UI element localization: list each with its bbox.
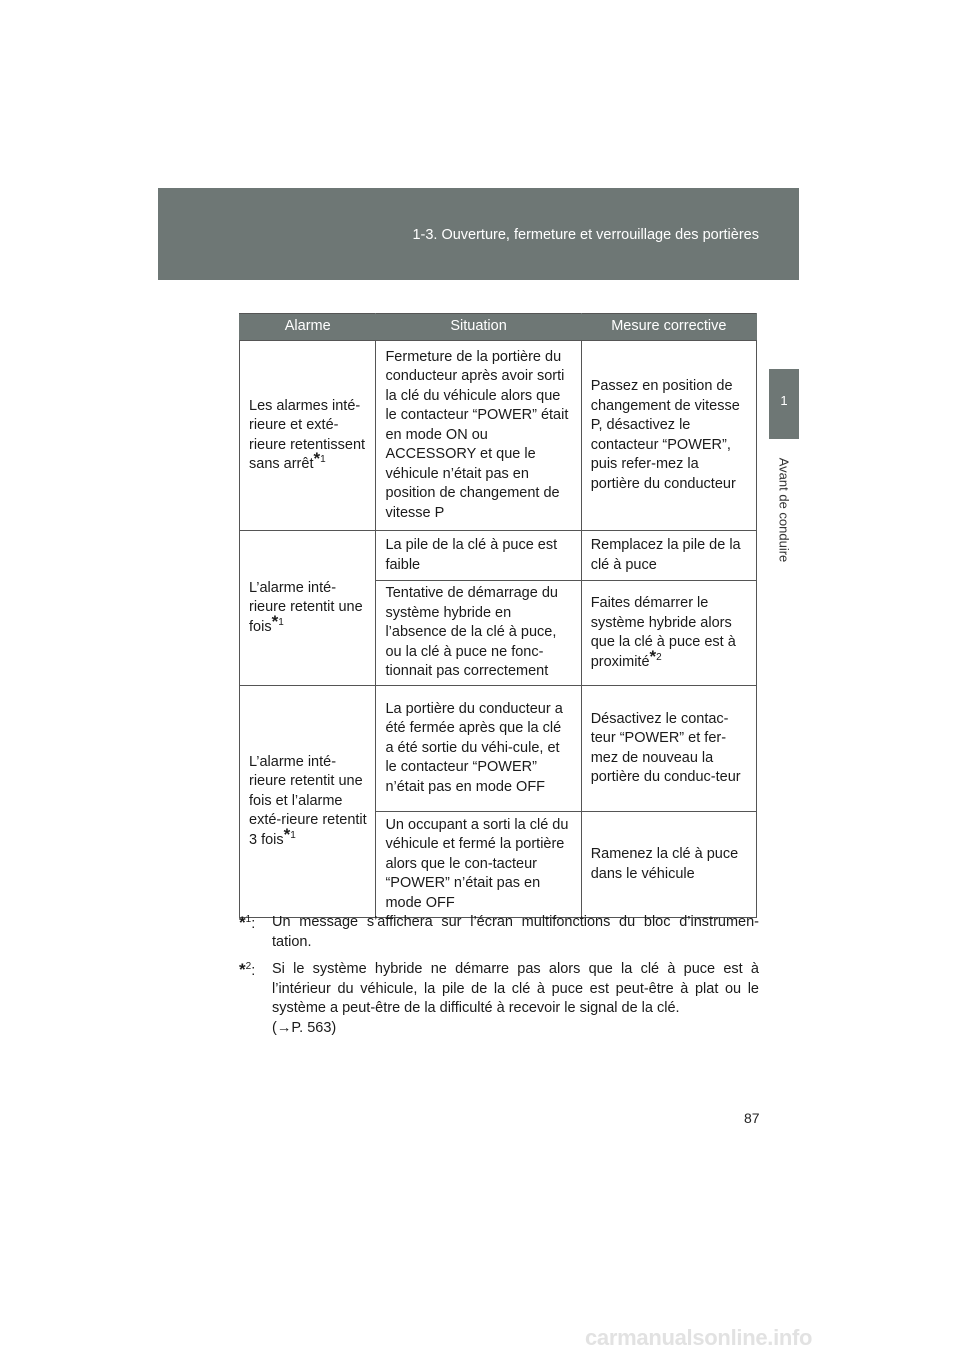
footnote-marker: *$^2$: bbox=[239, 960, 256, 979]
alarm-cell bbox=[240, 531, 376, 686]
situation-cell: La pile de la clé à puce est faible bbox=[376, 531, 581, 581]
table-row bbox=[240, 341, 757, 531]
alarm-text: L’alarme inté-rieure retentit une fois bbox=[249, 579, 363, 635]
page-number: 87 bbox=[744, 1110, 760, 1126]
alarm-text: L’alarme inté-rieure retentit une fois et l’alarme exté-rieure retentit 3 fois bbox=[249, 753, 367, 848]
situation-cell: La portière du conducteur a été fermée après que la clé a été sortie du véhi-cule, et le contacteur “POWER” n’était pas en mode OFF bbox=[376, 686, 581, 812]
chapter-label: Avant de conduire bbox=[776, 457, 792, 563]
table-row bbox=[240, 686, 757, 812]
action-cell: Ramenez la clé à puce dans le véhicule bbox=[581, 812, 756, 918]
situation-cell: Tentative de démarrage du système hybride en l’absence de la clé à puce, ou la clé à puce ne fonc-tionnait pas correctement bbox=[376, 581, 581, 686]
chapter-tab bbox=[769, 369, 799, 439]
alarm-text: Les alarmes inté-rieure et exté-rieure retentissent sans arrêt bbox=[249, 397, 366, 472]
footnote-marker: *1 bbox=[283, 824, 296, 844]
header-situation: Situation bbox=[376, 314, 581, 341]
footnote-text: Un message s’affichera sur l’écran multifonctions du bloc d’instrumen-tation. bbox=[272, 914, 759, 950]
alarm-table bbox=[239, 313, 757, 918]
footnote-2 bbox=[239, 960, 759, 1038]
footnotes bbox=[239, 913, 759, 1046]
action-cell: Remplacez la pile de la clé à puce bbox=[581, 531, 756, 581]
section-header-bar bbox=[158, 188, 799, 280]
action-cell: Passez en position de changement de vitesse P, désactivez le contacteur “POWER”, puis refer-mez la portière du conducteur bbox=[581, 341, 756, 531]
header-alarme: Alarme bbox=[240, 314, 376, 341]
alarm-cell bbox=[240, 341, 376, 531]
footnote-marker: *$^1$: bbox=[239, 913, 256, 932]
header-mesure: Mesure corrective bbox=[581, 314, 756, 341]
footnote-marker: *1 bbox=[313, 449, 326, 469]
page-reference-link[interactable]: (→P. 563) bbox=[272, 1019, 337, 1036]
footnote-text: Si le système hybride ne démarre pas alors que la clé à puce est à l’intérieur du véhicule, la pile de la clé à puce est peut-être à plat ou le système a peut-être de la difficulté à recevoir le signal de la clé. bbox=[272, 961, 759, 1016]
alarm-cell bbox=[240, 686, 376, 918]
situation-cell: Un occupant a sorti la clé du véhicule et fermé la portière alors que le con-tacteur “POWER” n’était pas en mode OFF bbox=[376, 812, 581, 918]
footnote-1 bbox=[239, 913, 759, 952]
chapter-number: 1 bbox=[780, 393, 788, 408]
action-cell bbox=[581, 581, 756, 686]
table-header-row bbox=[240, 314, 757, 341]
situation-cell: Fermeture de la portière du conducteur après avoir sorti la clé du véhicule alors que le contacteur “POWER” était en mode ON ou ACCESSORY et que le véhicule n’était pas en position de changement de vitesse P bbox=[376, 341, 581, 531]
footnote-marker: *2 bbox=[649, 646, 662, 666]
action-cell: Désactivez le contac-teur “POWER” et fer-mez de nouveau la portière du conduc-teur bbox=[581, 686, 756, 812]
footnote-marker: *1 bbox=[271, 611, 284, 631]
action-text: Faites démarrer le système hybride alors que la clé à puce est à proximité bbox=[590, 595, 736, 670]
section-title: 1-3. Ouverture, fermeture et verrouillage des portières bbox=[412, 227, 759, 243]
watermark: carmanualsonline.info bbox=[585, 1325, 813, 1350]
table-row bbox=[240, 531, 757, 581]
